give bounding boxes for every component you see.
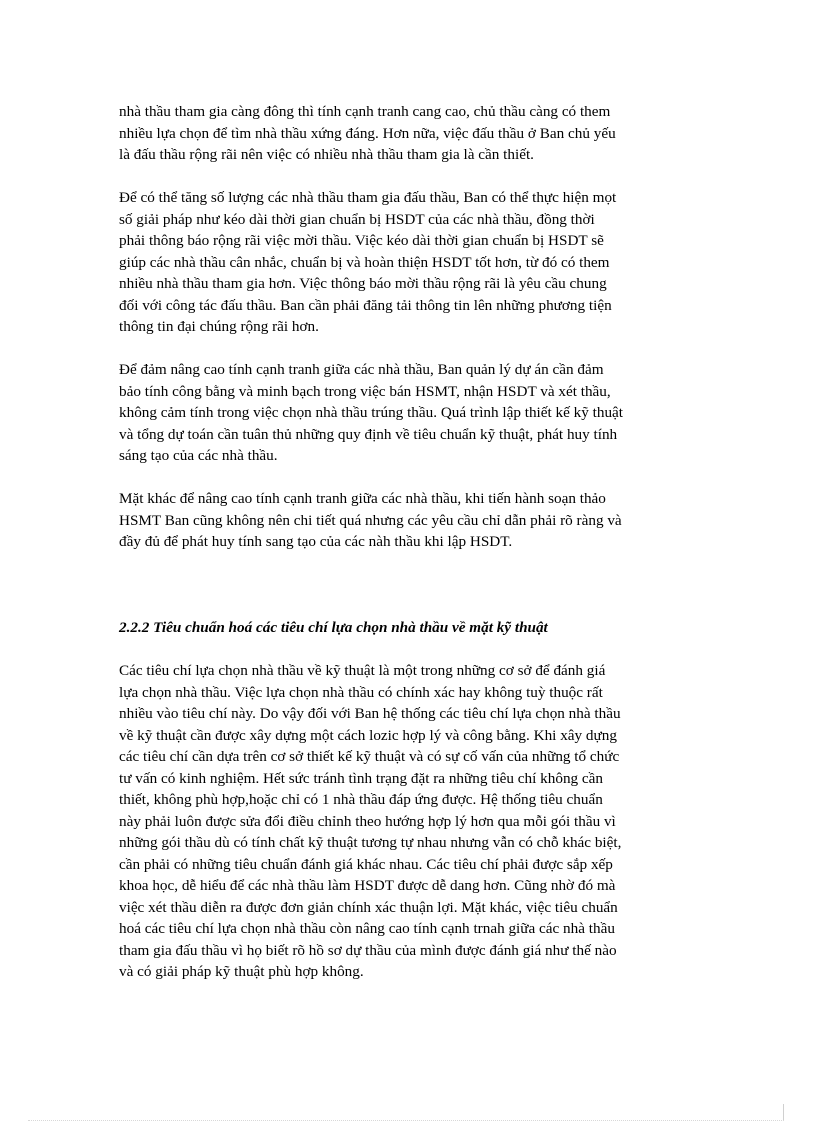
- text-line: về kỹ thuật cần được xây dựng một cách lozic hợp lý và công bằng. Khi xây dựng: [119, 726, 617, 744]
- text-line: đầy đủ để phát huy tính sang tạo của các nàh thầu khi lập HSDT.: [119, 533, 513, 550]
- text-line: giúp các nhà thầu cân nhắc, chuẩn bị và hoàn thiện HSDT tốt hơn, từ đó có them: [119, 253, 610, 271]
- text-line: tham gia đấu thầu vì họ biết rõ hồ sơ dự thầu của mình được đánh giá như thế nào: [119, 941, 617, 959]
- text-line: và có giải pháp kỹ thuật phù hợp không.: [119, 963, 364, 980]
- text-line: Để có thể tăng số lượng các nhà thầu tham gia đấu thầu, Ban có thể thực hiện mọt: [119, 189, 617, 206]
- paragraph-spacer: [119, 166, 705, 188]
- section-spacer: [119, 553, 705, 596]
- section-spacer: [119, 596, 705, 618]
- text-line: và tổng dự toán cần tuân thủ những quy định về tiêu chuẩn kỹ thuật, phát huy tính: [119, 425, 618, 443]
- text-line: lựa chọn nhà thầu. Việc lựa chọn nhà thầu có chính xác hay không tuỳ thuộc rất: [119, 683, 603, 701]
- text-line: nhiều vào tiêu chí này. Do vậy đối với Ban hệ thống các tiêu chí lựa chọn nhà thầu: [119, 705, 621, 722]
- paragraph-1: [119, 101, 705, 166]
- text-line: Mặt khác để nâng cao tính cạnh tranh giữa các nhà thầu, khi tiến hành soạn thảo: [119, 490, 606, 507]
- text-line: khoa học, dễ hiểu để các nhà thầu làm HSDT được dễ dang hơn. Cũng nhờ đó mà: [119, 877, 616, 894]
- page-corner-mark: [783, 1104, 784, 1120]
- paragraph-3: [119, 359, 705, 467]
- text-line: là đấu thầu rộng rãi nên việc có nhiều nhà thầu tham gia là cần thiết.: [119, 146, 534, 163]
- text-line: nhiều nhà thầu tham gia hơn. Việc thông báo mời thầu rộng rãi là yêu cầu chung: [119, 275, 607, 292]
- paragraph-4: [119, 488, 705, 553]
- text-line: những gói thầu dù có tính chất kỹ thuật tương tự nhau nhưng vẫn có chỗ khác biệt,: [119, 834, 622, 851]
- text-line: nhà thầu tham gia càng đông thì tính cạnh tranh cang cao, chủ thầu càng có them: [119, 103, 611, 120]
- text-line: cần phải có những tiêu chuẩn đánh giá khác nhau. Các tiêu chí phải được sắp xếp: [119, 855, 613, 873]
- paragraph-spacer: [119, 639, 705, 661]
- text-line: HSMT Ban cũng không nên chi tiết quá nhưng các yêu cầu chỉ dẫn phải rõ ràng và: [119, 511, 622, 529]
- paragraph-spacer: [119, 467, 705, 489]
- text-line: nhiều lựa chọn để tìm nhà thầu xứng đáng. Hơn nữa, việc đấu thầu ở Ban chủ yếu: [119, 124, 616, 142]
- text-line: thiết, không phù hợp,hoặc chỉ có 1 nhà thầu đáp ứng được. Hệ thống tiêu chuẩn: [119, 791, 603, 808]
- paragraph-2: [119, 187, 705, 338]
- text-line: các tiêu chí cần dựa trên cơ sở thiết kế kỹ thuật và có sự cố vấn của những tổ chức: [119, 748, 620, 765]
- paragraph-spacer: [119, 338, 705, 360]
- text-line: việc xét thầu diễn ra được đơn giản chính xác thuận lợi. Mặt khác, việc tiêu chuẩn: [119, 898, 618, 916]
- text-line: thông tin đại chúng rộng rãi hơn.: [119, 318, 319, 335]
- text-line: đối với công tác đấu thầu. Ban cần phải đăng tải thông tin lên những phương tiện: [119, 296, 612, 314]
- section-heading: 2.2.2 Tiêu chuẩn hoá các tiêu chí lựa chọn nhà thầu về mặt kỹ thuật: [119, 619, 548, 636]
- text-line: này phải luôn được sửa đổi điều chỉnh theo hướng hợp lý hơn qua mỗi gói thầu vì: [119, 812, 616, 830]
- text-line: phải thông báo rộng rãi việc mời thầu. Việc kéo dài thời gian chuẩn bị HSDT sẽ: [119, 232, 604, 249]
- paragraph-5: [119, 660, 705, 983]
- text-line: hoá các tiêu chí lựa chọn nhà thầu còn nâng cao tính cạnh trnah giữa các nhà thầu: [119, 920, 615, 937]
- text-line: Các tiêu chí lựa chọn nhà thầu về kỹ thuật là một trong những cơ sở để đánh giá: [119, 662, 606, 679]
- text-line: sáng tạo của các nhà thầu.: [119, 447, 278, 464]
- text-line: tư vấn có kinh nghiệm. Hết sức tránh tình trạng đặt ra những tiêu chí không cần: [119, 769, 603, 787]
- text-line: Để đảm nâng cao tính cạnh tranh giữa các nhà thầu, Ban quản lý dự án cần đảm: [119, 361, 604, 378]
- document-page: [119, 101, 705, 983]
- text-line: số giải pháp như kéo dài thời gian chuẩn bị HSDT của các nhà thầu, đồng thời: [119, 210, 595, 228]
- text-line: bảo tính công bằng và minh bạch trong việc bán HSMT, nhận HSDT và xét thầu,: [119, 382, 611, 400]
- page-bottom-divider: [28, 1120, 784, 1121]
- text-line: không cảm tính trong việc chọn nhà thầu trúng thầu. Quá trình lập thiết kế kỹ thuật: [119, 404, 624, 421]
